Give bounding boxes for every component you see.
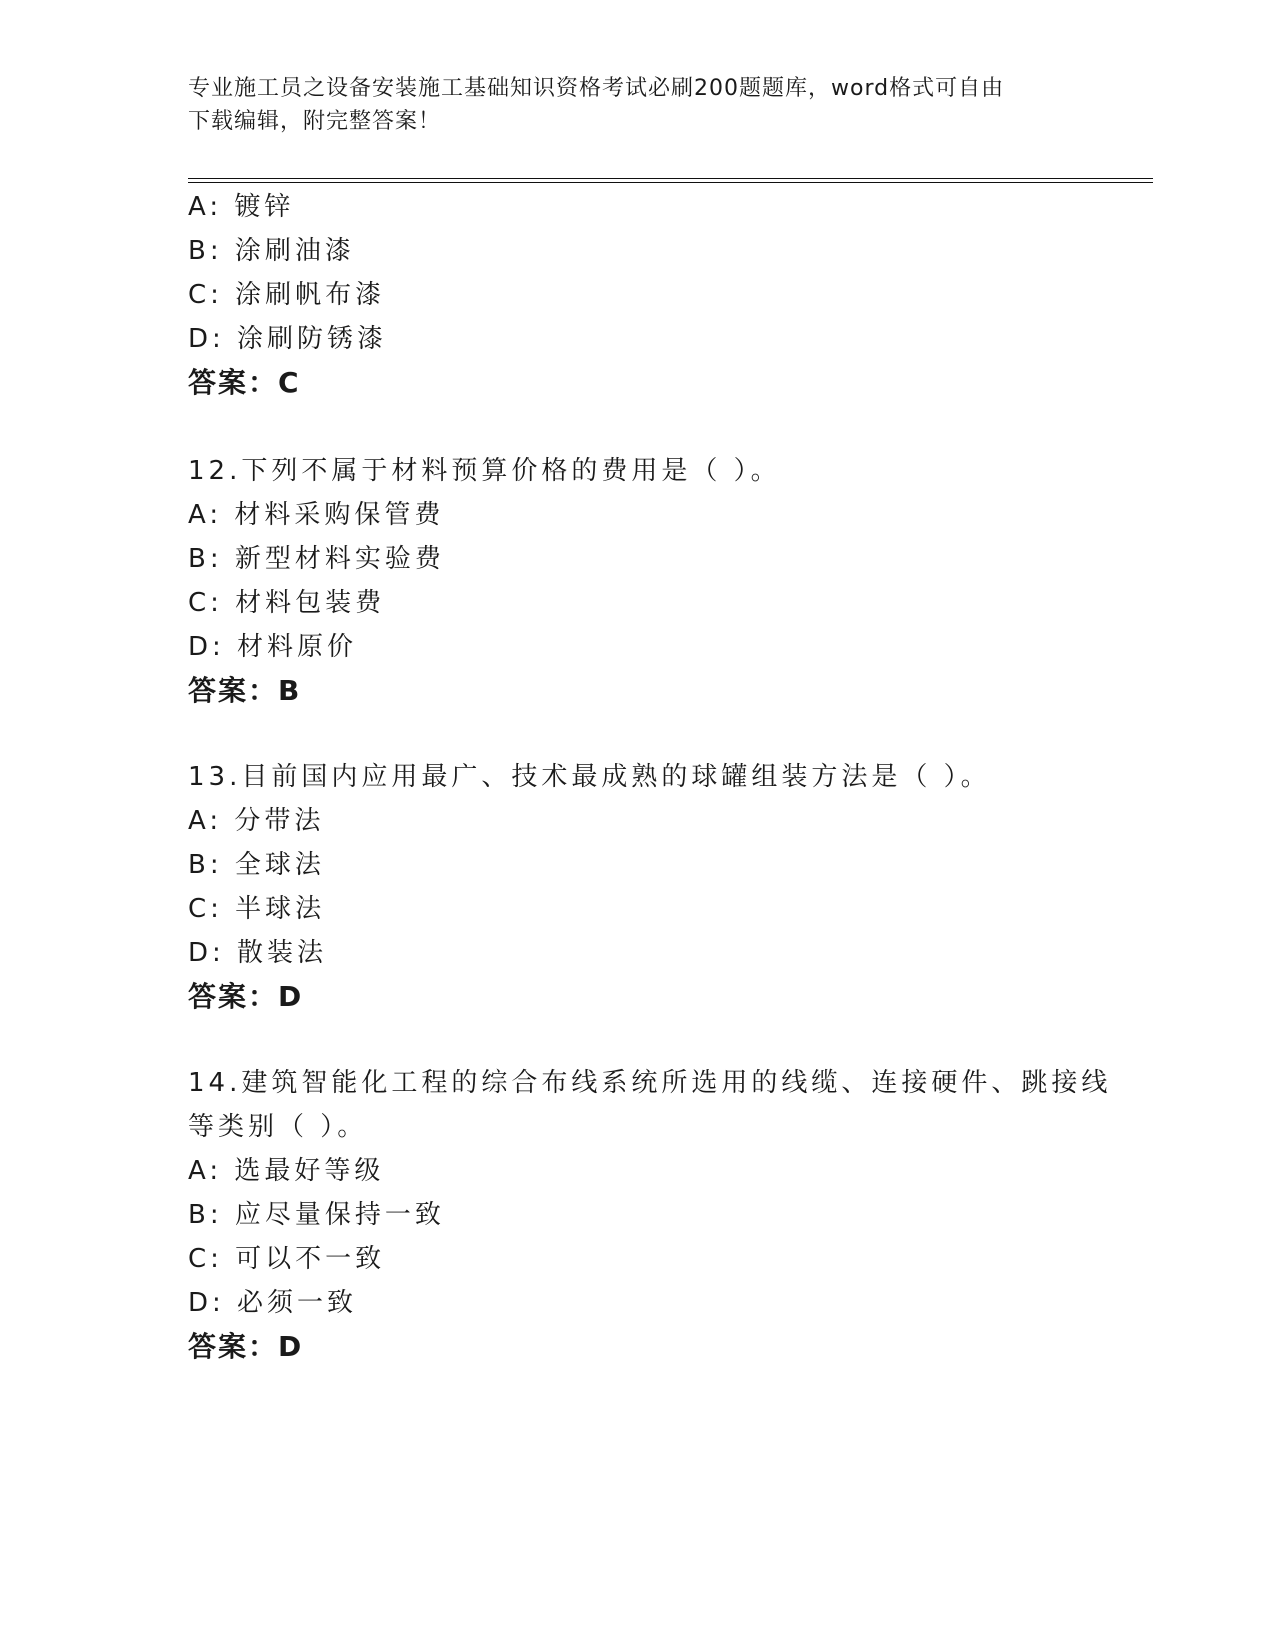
q13-option-d: D: 散装法 [188, 938, 328, 968]
header-line-1: 专业施工员之设备安装施工基础知识资格考试必刷200题题库，word格式可自由 [188, 76, 1005, 101]
q12-option-a: A: 材料采购保管费 [188, 500, 445, 530]
q14-option-c: C: 可以不一致 [188, 1244, 386, 1274]
q13-option-a: A: 分带法 [188, 806, 325, 836]
q14-option-a: A: 选最好等级 [188, 1156, 385, 1186]
q12-option-b: B: 新型材料实验费 [188, 544, 445, 574]
q11-answer: 答案：C [188, 366, 301, 399]
q13-answer: 答案：D [188, 980, 304, 1013]
header-line-2: 下载编辑，附完整答案！ [188, 109, 442, 134]
q14-option-d: D: 必须一致 [188, 1288, 358, 1318]
q13-option-b: B: 全球法 [188, 850, 325, 880]
document-header [188, 72, 1088, 138]
q11-option-d: D: 涂刷防锈漆 [188, 324, 388, 354]
q11-option-c: C: 涂刷帆布漆 [188, 280, 386, 310]
q13-question: 13.目前国内应用最广、技术最成熟的球罐组装方法是（ ）。 [188, 762, 991, 792]
q11-option-a: A: 镀锌 [188, 192, 295, 222]
q12-option-d: D: 材料原价 [188, 632, 358, 662]
q14-question-line-1: 14.建筑智能化工程的综合布线系统所选用的线缆、连接硬件、跳接线 [188, 1068, 1112, 1098]
q13-option-c: C: 半球法 [188, 894, 326, 924]
q11-option-b: B: 涂刷油漆 [188, 236, 355, 266]
q14-option-b: B: 应尽量保持一致 [188, 1200, 445, 1230]
q12-question: 12.下列不属于材料预算价格的费用是（ ）。 [188, 456, 781, 486]
header-divider-top [188, 178, 1153, 179]
q14-question-line-2: 等类别（ ）。 [188, 1112, 368, 1142]
q12-answer: 答案：B [188, 674, 302, 707]
header-divider-bottom [188, 182, 1153, 183]
q12-option-c: C: 材料包装费 [188, 588, 386, 618]
q14-answer: 答案：D [188, 1330, 304, 1363]
